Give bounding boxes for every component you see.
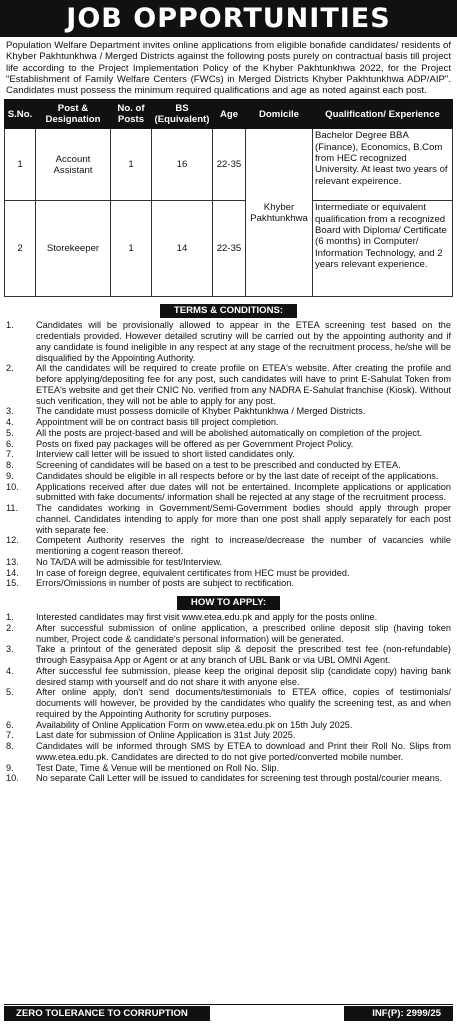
cell-bs: 14 bbox=[152, 201, 213, 297]
terms-item-number: 9. bbox=[6, 470, 14, 481]
howto-item-text: Take a printout of the generated deposit slip & deposit the prescribed test fee (non-refundable) through Easypaisa App or Agent or at any branch of UBL Bank or via UBL OMNI Agent. bbox=[36, 644, 451, 666]
terms-item-number: 2. bbox=[6, 363, 14, 374]
howto-list bbox=[4, 612, 453, 784]
howto-item bbox=[4, 687, 453, 719]
howto-item-number: 6. bbox=[6, 719, 14, 730]
cell-qualification: Bachelor Degree BBA (Finance), Economics, B.Com from HEC recognized University. At least two years of relevant expeirence. bbox=[313, 129, 453, 201]
cell-domicile: Khyber Pakhtunkhwa bbox=[246, 129, 313, 297]
terms-item bbox=[4, 557, 453, 568]
col-bs-header: BS (Equivalent) bbox=[152, 100, 213, 129]
howto-item-text: After online apply, don't send documents/testimonials to ETEA office, copies of testimonials/ documents will however, be provided by the candidates who qualify the screening test, as and when required by the Appointing Authority for scrutiny purposes. bbox=[36, 687, 451, 719]
terms-item-number: 4. bbox=[6, 417, 14, 428]
howto-item-text: Availability of Online Application Form on www.etea.edu.pk on 15th July 2025. bbox=[36, 719, 353, 730]
terms-item-number: 15. bbox=[6, 578, 19, 589]
terms-item-number: 8. bbox=[6, 460, 14, 471]
cell-count: 1 bbox=[111, 201, 152, 297]
page-title: JOB OPPORTUNITIES bbox=[0, 0, 457, 37]
terms-item-text: In case of foreign degree, equivalent certificates from HEC must be provided. bbox=[36, 567, 350, 578]
terms-heading: TERMS & CONDITIONS: bbox=[160, 304, 297, 318]
intro-paragraph: Population Welfare Department invites online applications from eligible bonafide candidates/ residents of Khyber Pakhtunkhwa / Merged Districts against the following posts purely on contractual basis till project life according to the Project Implementation Policy of the Khyber Pakhtunkhwa 2022, for the Project "Establishment of Family Welfare Centers (FWCs) in Merged Districts Khyber Pakhtunkhwa ADP/AIP". Candidates must possess the minimum required qualifications and age as noted against each post. bbox=[6, 40, 451, 97]
cell-sno: 1 bbox=[5, 129, 36, 201]
howto-item bbox=[4, 720, 453, 731]
terms-list bbox=[4, 320, 453, 589]
cell-count: 1 bbox=[111, 129, 152, 201]
howto-item-text: Interested candidates may first visit www.etea.edu.pk and apply for the posts online. bbox=[36, 612, 378, 623]
howto-item-text: After successful fee submission, please keep the original deposit slip (candidate copy) having bank desired stamp with yourself and do not share it with anyone else. bbox=[36, 665, 451, 687]
terms-item-text: Screening of candidates will be based on a test to be prescribed and conducted by ETEA. bbox=[36, 460, 401, 471]
howto-item bbox=[4, 612, 453, 623]
terms-item bbox=[4, 568, 453, 579]
terms-item-text: Interview call letter will be issued to short listed candidates only. bbox=[36, 449, 295, 460]
col-domicile-header: Domicile bbox=[246, 100, 313, 129]
terms-item-number: 11. bbox=[6, 503, 19, 514]
cell-bs: 16 bbox=[152, 129, 213, 201]
footer-slogan: ZERO TOLERANCE TO CORRUPTION bbox=[4, 1006, 210, 1021]
terms-item-text: Applications received after due dates will not be entertained. Incomplete applications or application submitted with fake documents/ information shall be rejected at any stage of the recruitment process. bbox=[36, 481, 451, 503]
howto-item bbox=[4, 763, 453, 774]
howto-item-number: 9. bbox=[6, 762, 14, 773]
howto-item bbox=[4, 666, 453, 688]
col-sno-header: S.No. bbox=[5, 100, 36, 129]
cell-sno: 2 bbox=[5, 201, 36, 297]
terms-item-number: 7. bbox=[6, 449, 14, 460]
terms-item-text: Candidates will be provisionally allowed to appear in the ETEA screening test based on the credentials provided. However detailed scrutiny will be carried out by the appointing authority and if any candidate is found ineligible in any respect at any stage of the recruitment process, he/she will be disqualified by the Appointing Authority. bbox=[36, 320, 451, 363]
terms-item-text: Posts on fixed pay packages will be offered as per Government Project Policy. bbox=[36, 438, 354, 449]
howto-item-number: 4. bbox=[6, 665, 14, 676]
howto-item-text: Test Date, Time & Venue will be mentioned on Roll No. Slip. bbox=[36, 762, 280, 773]
terms-item-number: 1. bbox=[6, 320, 14, 331]
terms-item-text: Errors/Omissions in number of posts are subject to rectification. bbox=[36, 578, 294, 589]
footer-reference: INF(P): 2999/25 bbox=[344, 1006, 453, 1021]
howto-item bbox=[4, 623, 453, 645]
howto-item-number: 7. bbox=[6, 730, 14, 741]
col-age-header: Age bbox=[213, 100, 246, 129]
terms-item-text: Appointment will be on contract basis till project completion. bbox=[36, 417, 279, 428]
cell-post: Storekeeper bbox=[36, 201, 111, 297]
terms-heading-wrap bbox=[4, 300, 453, 318]
terms-item bbox=[4, 428, 453, 439]
col-count-header: No. of Posts bbox=[111, 100, 152, 129]
terms-item-text: No TA/DA will be admissible for test/Interview. bbox=[36, 556, 223, 567]
terms-item-text: All the candidates will be required to create profile on ETEA's website. After creating the profile and before applying/depositing fee for any post, such candidates will have to print E-Sahulat Token from ETEA's website and get their CNIC No. verified from any NADRA E-Sahulat franchise (Kiosk). Without such verification, they will not be able to apply for any post. bbox=[36, 363, 451, 406]
terms-item bbox=[4, 320, 453, 363]
cell-age: 22-35 bbox=[213, 201, 246, 297]
cell-qualification: Intermediate or equivalent qualification from a recognized Board with Diploma/ Certificate (6 months) in Computer/ Information Technology, and 2 years relevant experience. bbox=[313, 201, 453, 297]
terms-item-number: 6. bbox=[6, 438, 14, 449]
howto-item-text: Candidates will be informed through SMS by ETEA to download and Print their Roll No. Slips from www.etea.edu.pk. Candidates are directed to do not give ported/converted mobile number. bbox=[36, 741, 451, 762]
howto-item bbox=[4, 644, 453, 666]
howto-item-number: 2. bbox=[6, 622, 14, 633]
terms-item bbox=[4, 363, 453, 406]
terms-item bbox=[4, 417, 453, 428]
howto-item bbox=[4, 741, 453, 763]
terms-item-number: 14. bbox=[6, 567, 19, 578]
terms-item-number: 10. bbox=[6, 481, 19, 492]
terms-item-number: 3. bbox=[6, 406, 14, 417]
terms-item bbox=[4, 439, 453, 450]
terms-item-number: 5. bbox=[6, 427, 14, 438]
howto-item-number: 3. bbox=[6, 644, 14, 655]
terms-item bbox=[4, 503, 453, 535]
table-row bbox=[5, 129, 453, 201]
cell-post: Account Assistant bbox=[36, 129, 111, 201]
howto-item-number: 8. bbox=[6, 741, 14, 752]
terms-item-text: The candidates working in Government/Semi-Government bodies should apply through proper channel. Candidates intending to apply for more than one post shall apply separately for each post with separate fee. bbox=[36, 503, 451, 535]
col-qualification-header: Qualification/ Experience bbox=[313, 100, 453, 129]
terms-item bbox=[4, 578, 453, 589]
terms-item bbox=[4, 406, 453, 417]
terms-item-text: Candidates should be eligible in all respects before or by the last date of receipt of the applications. bbox=[36, 470, 439, 481]
table-row bbox=[5, 201, 453, 297]
howto-item-text: No separate Call Letter will be issued to candidates for screening test through postal/courier means. bbox=[36, 773, 442, 784]
table-header-row bbox=[5, 100, 453, 129]
howto-item-number: 5. bbox=[6, 687, 14, 698]
posts-table bbox=[4, 99, 453, 297]
terms-item bbox=[4, 471, 453, 482]
howto-item bbox=[4, 730, 453, 741]
terms-item bbox=[4, 482, 453, 504]
howto-heading: HOW TO APPLY: bbox=[177, 596, 280, 610]
col-post-header: Post & Designation bbox=[36, 100, 111, 129]
terms-item bbox=[4, 535, 453, 557]
howto-item bbox=[4, 773, 453, 784]
terms-item-number: 12. bbox=[6, 535, 19, 546]
howto-item-text: After successful submission of online application, a prescribed online deposit slip (having token number, Project code & candidate's personal information) will be generated. bbox=[36, 622, 451, 644]
terms-item-number: 13. bbox=[6, 556, 19, 567]
terms-item-text: All the posts are project-based and will be abolished automatically on completion of the project. bbox=[36, 427, 423, 438]
cell-age: 22-35 bbox=[213, 129, 246, 201]
terms-item-text: Competent Authority reserves the right to increase/decrease the number of vacancies while mentioning a cogent reason thereof. bbox=[36, 535, 451, 557]
howto-item-text: Last date for submission of Online Application is 31st July 2025. bbox=[36, 730, 296, 741]
howto-item-number: 10. bbox=[6, 773, 19, 784]
howto-heading-wrap bbox=[4, 592, 453, 610]
footer bbox=[4, 1004, 453, 1021]
terms-item-text: The candidate must possess domicile of Khyber Pakhtunkhwa / Merged Districts. bbox=[36, 406, 366, 417]
terms-item bbox=[4, 449, 453, 460]
terms-item bbox=[4, 460, 453, 471]
howto-item-number: 1. bbox=[6, 612, 14, 623]
